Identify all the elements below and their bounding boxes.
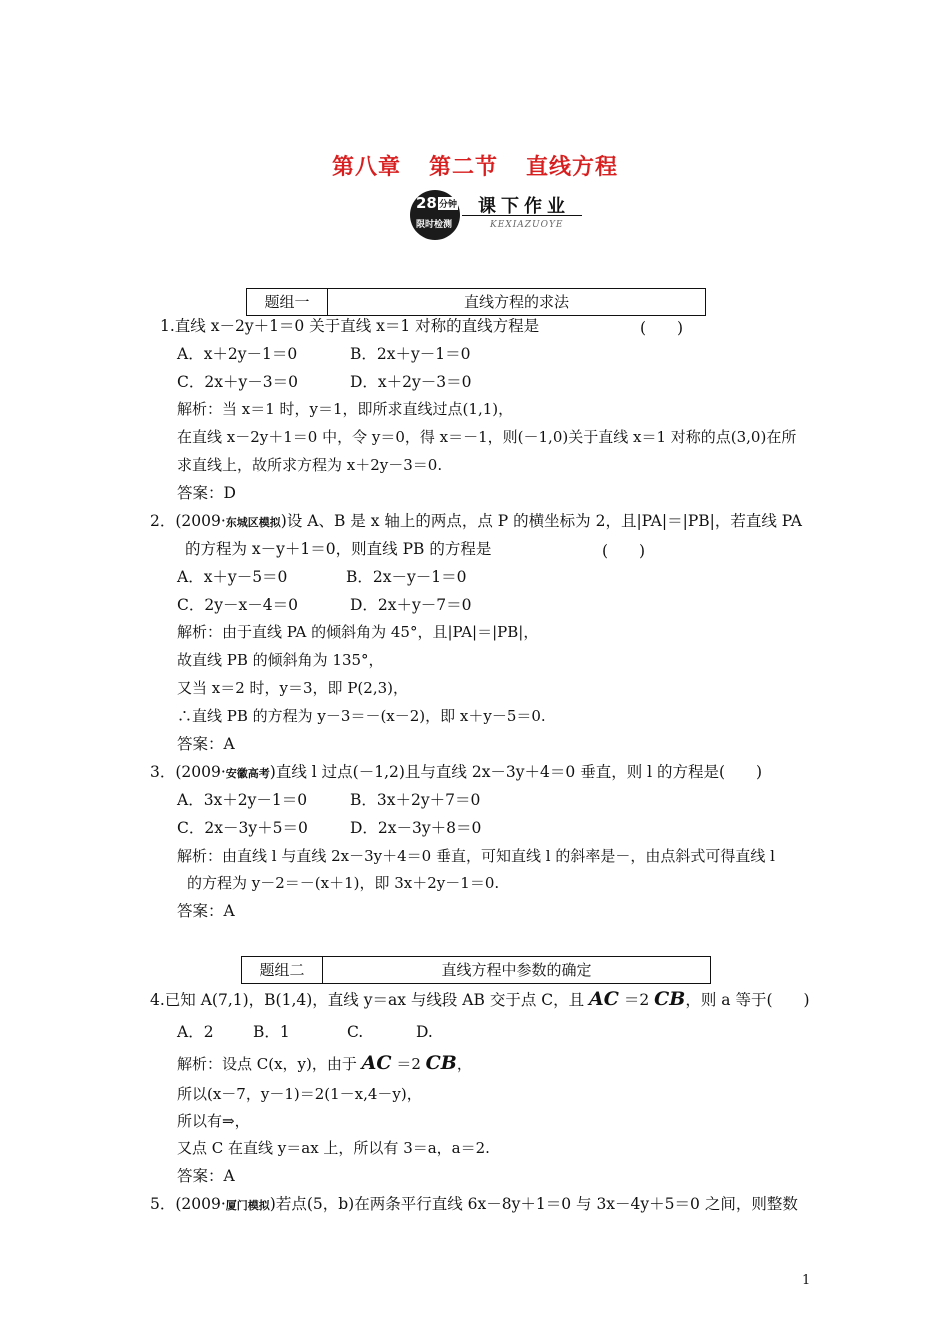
page-title	[0, 150, 950, 181]
source-prefix: 5．(2009·	[150, 1195, 226, 1213]
question-text: )设 A、B 是 x 轴上的两点，点 P 的横坐标为 2，且|PA|＝|PB|，若直线 PA	[280, 512, 802, 530]
option-c: C．2x－3y＋5＝0	[177, 819, 308, 837]
homework-logo	[410, 190, 585, 244]
answer-line: 答案：A	[177, 735, 235, 753]
option-d: D．x＋2y－3＝0	[350, 373, 472, 391]
group-label: 题组二	[242, 957, 323, 983]
chapter-label: 第八章	[331, 155, 401, 180]
vector-ac: AC	[589, 988, 619, 1010]
option-b: B．1	[253, 1023, 290, 1041]
logo-label-cn: 课下作业	[478, 196, 570, 217]
source-tag: 东城区模拟	[225, 516, 281, 529]
solution-text: 解析：设点 C(x，y)，由于	[177, 1055, 357, 1073]
group-topic: 直线方程中参数的确定	[441, 961, 592, 979]
logo-underline	[462, 215, 582, 216]
source-prefix: 3．(2009·	[150, 763, 226, 781]
answer-line: 答案：A	[177, 1167, 235, 1185]
solution-line	[177, 1053, 472, 1074]
question-2-cont: 的方程为 x－y＋1＝0，则直线 PB 的方程是	[185, 540, 492, 558]
solution-text: ，	[456, 1055, 472, 1073]
option-b: B．3x＋2y＋7＝0	[350, 791, 481, 809]
question-5	[150, 1194, 798, 1216]
answer-line: 答案：A	[177, 902, 235, 920]
source-tag: 安徽高考	[225, 767, 270, 780]
option-d: D.	[416, 1023, 433, 1041]
solution-line: 又当 x＝2 时，y＝3，即 P(2,3)，	[177, 679, 408, 697]
option-a: A．3x＋2y－1＝0	[177, 791, 308, 809]
vector-ac: AC	[361, 1052, 392, 1074]
source-tag: 厦门模拟	[225, 1199, 270, 1212]
solution-line: 所以(x－7，y－1)＝2(1－x,4－y)，	[177, 1085, 422, 1103]
answer-bracket: ( )	[640, 319, 684, 337]
section-label: 第二节	[428, 155, 498, 180]
question-text: 4.已知 A(7,1)，B(1,4)，直线 y＝ax 与线段 AB 交于点 C，且	[150, 991, 585, 1009]
vector-cb: CB	[425, 1052, 457, 1074]
solution-line: 求直线上，故所求方程为 x＋2y－3＝0.	[177, 456, 443, 474]
solution-line: 故直线 PB 的倾斜角为 135°，	[177, 651, 384, 669]
solution-line: 解析：由直线 l 与直线 2x－3y＋4＝0 垂直，可知直线 l 的斜率是－，由点斜式可得直线 l	[177, 847, 775, 865]
equals-two: ＝2	[396, 1055, 421, 1073]
solution-line: 解析：由于直线 PA 的倾斜角为 45°，且|PA|＝|PB|，	[177, 623, 539, 641]
option-d: D．2x＋y－7＝0	[350, 596, 472, 614]
option-c: C．2x＋y－3＝0	[177, 373, 298, 391]
option-d: D．2x－3y＋8＝0	[350, 819, 482, 837]
option-b: B．2x－y－1＝0	[346, 568, 467, 586]
page-number: 1	[802, 1273, 811, 1288]
solution-line: 解析：当 x＝1 时，y＝1，即所求直线过点(1,1)，	[177, 400, 514, 418]
group-header-2	[241, 956, 711, 984]
question-1: 1.直线 x－2y＋1＝0 关于直线 x＝1 对称的直线方程是	[160, 317, 540, 335]
answer-line: 答案：D	[177, 484, 236, 502]
solution-line: 所以有⇒，	[177, 1112, 250, 1130]
vector-cb: CB	[654, 988, 686, 1010]
question-text: ，则 a 等于( )	[685, 991, 810, 1009]
question-text: )若点(5，b)在两条平行直线 6x－8y＋1＝0 与 3x－4y＋5＝0 之间，则整数	[269, 1195, 798, 1213]
option-a: A．2	[177, 1023, 214, 1041]
option-b: B．2x＋y－1＝0	[350, 345, 471, 363]
question-2	[150, 511, 802, 533]
option-a: A．x＋y－5＝0	[177, 568, 288, 586]
logo-subtitle: 限时检测	[416, 220, 453, 230]
solution-line: 在直线 x－2y＋1＝0 中，令 y＝0，得 x＝－1，则(－1,0)关于直线 x＝1 对称的点(3,0)在所	[177, 428, 797, 446]
logo-unit: 分钟	[438, 197, 458, 210]
group-topic: 直线方程的求法	[463, 293, 569, 311]
logo-minutes: 28	[416, 194, 437, 212]
group-header-1	[246, 288, 706, 316]
option-a: A．x＋2y－1＝0	[177, 345, 298, 363]
question-4	[150, 989, 810, 1010]
solution-line: 的方程为 y－2＝－(x＋1)，即 3x＋2y－1＝0.	[187, 874, 500, 892]
equals-two: ＝2	[623, 991, 650, 1009]
solution-line: ∴直线 PB 的方程为 y－3＝－(x－2)，即 x＋y－5＝0.	[177, 707, 546, 725]
question-text: )直线 l 过点(－1,2)且与直线 2x－3y＋4＝0 垂直，则 l 的方程是( )	[269, 763, 763, 781]
group-label: 题组一	[247, 289, 328, 315]
logo-label-en: KEXIAZUOYE	[490, 220, 564, 230]
option-c: C．2y－x－4＝0	[177, 596, 298, 614]
source-prefix: 2．(2009·	[150, 512, 226, 530]
question-3	[150, 762, 762, 784]
option-c: C.	[347, 1023, 364, 1041]
answer-bracket: ( )	[602, 542, 646, 560]
solution-line: 又点 C 在直线 y＝ax 上，所以有 3＝a，a＝2.	[177, 1139, 490, 1157]
topic-label: 直线方程	[526, 155, 619, 180]
